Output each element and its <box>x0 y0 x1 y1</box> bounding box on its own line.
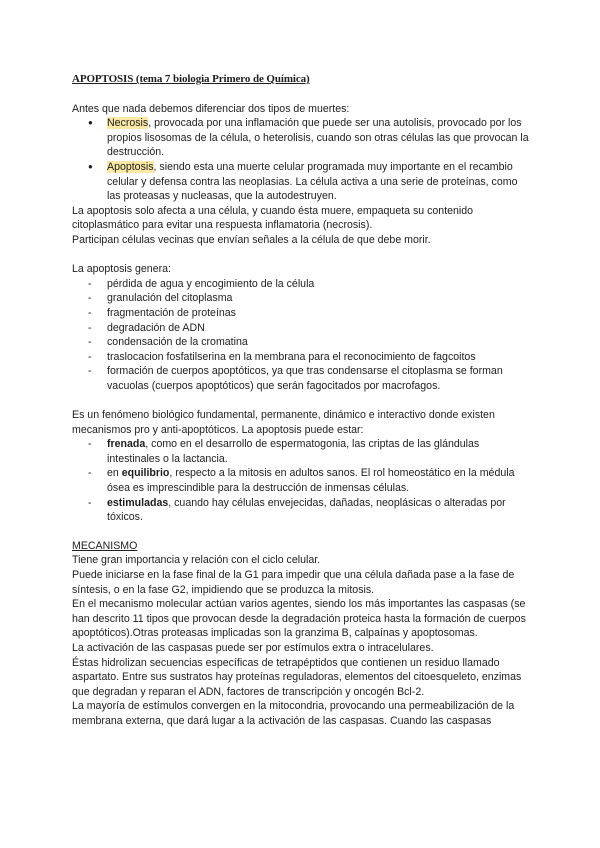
mecanismo-paragraph: La mayoría de estímulos convergen en la mitocondria, provocando una permeabilización de la membrana externa, que dará lugar a la activación de las caspasas. Cuando las caspasas <box>72 700 515 727</box>
equilibrio-term: equilibrio <box>121 467 170 480</box>
list-item <box>72 160 532 204</box>
estados-list <box>72 437 532 525</box>
genera-intro: La apoptosis genera: <box>72 263 171 276</box>
list-item: - degradación de ADN <box>72 321 532 336</box>
mecanismo-paragraph: La activación de las caspasas puede ser por estímulos extra o intracelulares. <box>72 641 434 654</box>
list-item: - granulación del citoplasma <box>72 291 532 306</box>
list-item: - traslocacion fosfatilserina en la membrana para el reconocimiento de fagcoitos <box>72 350 532 365</box>
list-item: - condensación de la cromatina <box>72 335 532 350</box>
mecanismo-paragraph: Éstas hidrolizan secuencias específicas de tetrapéptidos que contienen un residuo llamado aspartato. Entre sus sustratos hay proteínas reguladoras, elementos del citoesqueleto, enzimas que degradan y reparan el ADN, factores de transcripción y oncogén Bcl-2. <box>72 656 522 698</box>
mecanismo-heading: MECANISMO <box>72 539 138 552</box>
intro-paragraph: Antes que nada debemos diferenciar dos tipos de muertes: <box>72 102 350 115</box>
list-item: - en equilibrio, respecto a la mitosis en adultos sanos. El rol homeostático en la médula ósea es imprescindible para la destrucción de inmensas células. <box>72 466 532 495</box>
mecanismo-paragraph: Puede iniciarse en la fase final de la G1 para impedir que una célula dañada pase a la fase de síntesis, o en la fase G2, impidiendo que se produzca la mitosis. <box>72 569 515 596</box>
necrosis-term: Necrosis <box>107 117 149 130</box>
paragraph-neighbors: Participan células vecinas que envían señales a la célula de que debe morir. <box>72 233 431 246</box>
document-title: APOPTOSIS (tema 7 biologia Primero de Química) <box>72 73 310 85</box>
list-item: - formación de cuerpos apoptóticos, ya que tras condensarse el citoplasma se forman vacuolas (cuerpos apoptóticos) que serán fagocitados por macrofagos. <box>72 364 532 393</box>
necrosis-text: , provocada por una inflamación que puede ser una autolisis, provocado por los propios lisosomas de la célula, o heterolisis, cuando son otras células las que provocan la destrucción. <box>107 117 529 159</box>
mecanismo-paragraph: En el mecanismo molecular actúan varios agentes, siendo los más importantes las caspasas (se han descrito 11 tipos que provocan desde la degradación proteica hasta la formación de cuerpos apoptóticos).Otras proteasas implicadas son la granzima B, calpaínas y apoptosomas. <box>72 598 526 640</box>
list-item: - frenada, como en el desarrollo de espermatogonia, las criptas de las glándulas intestinales o la lactancia. <box>72 437 532 466</box>
list-item: - fragmentación de proteínas <box>72 306 532 321</box>
estimuladas-term: estimuladas <box>107 496 169 509</box>
apoptosis-text: , siendo esta una muerte celular programada muy importante en el recambio celular y defensa contra las neoplasias. La célula activa a una serie de proteínas, como las proteasas y nucleasas, que la autodestruyen. <box>107 160 518 203</box>
list-item <box>72 116 532 160</box>
paragraph-affects: La apoptosis solo afecta a una célula, y cuando ésta muere, empaqueta su contenido citoplasmático para evitar una respuesta inflamatoria (necrosis). <box>72 204 474 232</box>
fenomeno-paragraph: Es un fenómeno biológico fundamental, permanente, dinámico e interactivo donde existen mecanismos pro y anti-apoptóticos. La apoptosis puede estar: <box>72 409 495 436</box>
genera-list <box>72 277 532 394</box>
death-types-list <box>72 116 532 204</box>
document-page <box>72 72 532 729</box>
list-item: - pérdida de agua y encogimiento de la célula <box>72 277 532 292</box>
apoptosis-term: Apoptosis <box>107 160 154 173</box>
list-item: - estimuladas, cuando hay células envejecidas, dañadas, neoplásicas o alteradas por tóxicos. <box>72 496 532 525</box>
frenada-term: frenada <box>107 438 146 451</box>
mecanismo-paragraph: Tiene gran importancia y relación con el ciclo celular. <box>72 554 321 567</box>
